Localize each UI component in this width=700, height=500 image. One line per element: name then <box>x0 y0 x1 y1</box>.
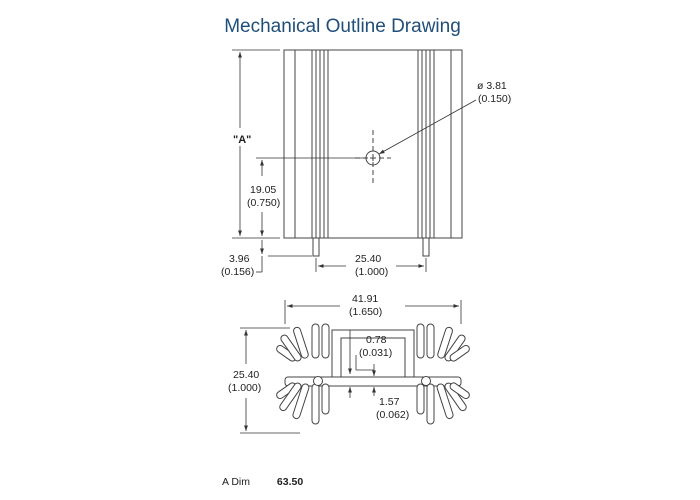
pin-length-in: (0.156) <box>221 266 255 278</box>
heatsink-body-outline <box>284 50 462 238</box>
pin-spacing-mm: 25.40 <box>355 253 382 265</box>
groove-mm: 1.57 <box>379 396 400 408</box>
page-title: Mechanical Outline Drawing <box>224 16 461 37</box>
base-thickness-in: (0.031) <box>359 347 393 359</box>
hole-diameter-in: (0.150) <box>478 93 512 105</box>
a-dim-label: "A" <box>233 134 252 146</box>
height-in: (1.000) <box>228 382 262 394</box>
width-in: (1.650) <box>349 306 383 318</box>
a-dim-row <box>222 476 303 488</box>
pin-left <box>313 238 319 256</box>
pin-right <box>423 238 429 256</box>
hole-height-in: (0.750) <box>247 197 281 209</box>
a-dim-row-label: A Dim <box>222 476 251 488</box>
base-plate <box>285 377 461 386</box>
base-thickness-mm: 0.78 <box>366 334 387 346</box>
height-mm: 25.40 <box>233 369 260 381</box>
side-view <box>284 50 462 256</box>
lower-fins <box>275 382 470 424</box>
a-dim-row-value: 63.50 <box>276 476 304 488</box>
groove-in: (0.062) <box>376 409 410 421</box>
pin-hole-right <box>422 377 431 386</box>
hole-diameter-mm: ø 3.81 <box>477 80 507 92</box>
side-view-dimensions <box>232 50 476 272</box>
hole-height-mm: 19.05 <box>250 184 277 196</box>
width-mm: 41.91 <box>352 293 379 305</box>
pin-hole-left <box>314 377 323 386</box>
pin-length-mm: 3.96 <box>229 253 250 265</box>
pin-spacing-in: (1.000) <box>355 266 389 278</box>
